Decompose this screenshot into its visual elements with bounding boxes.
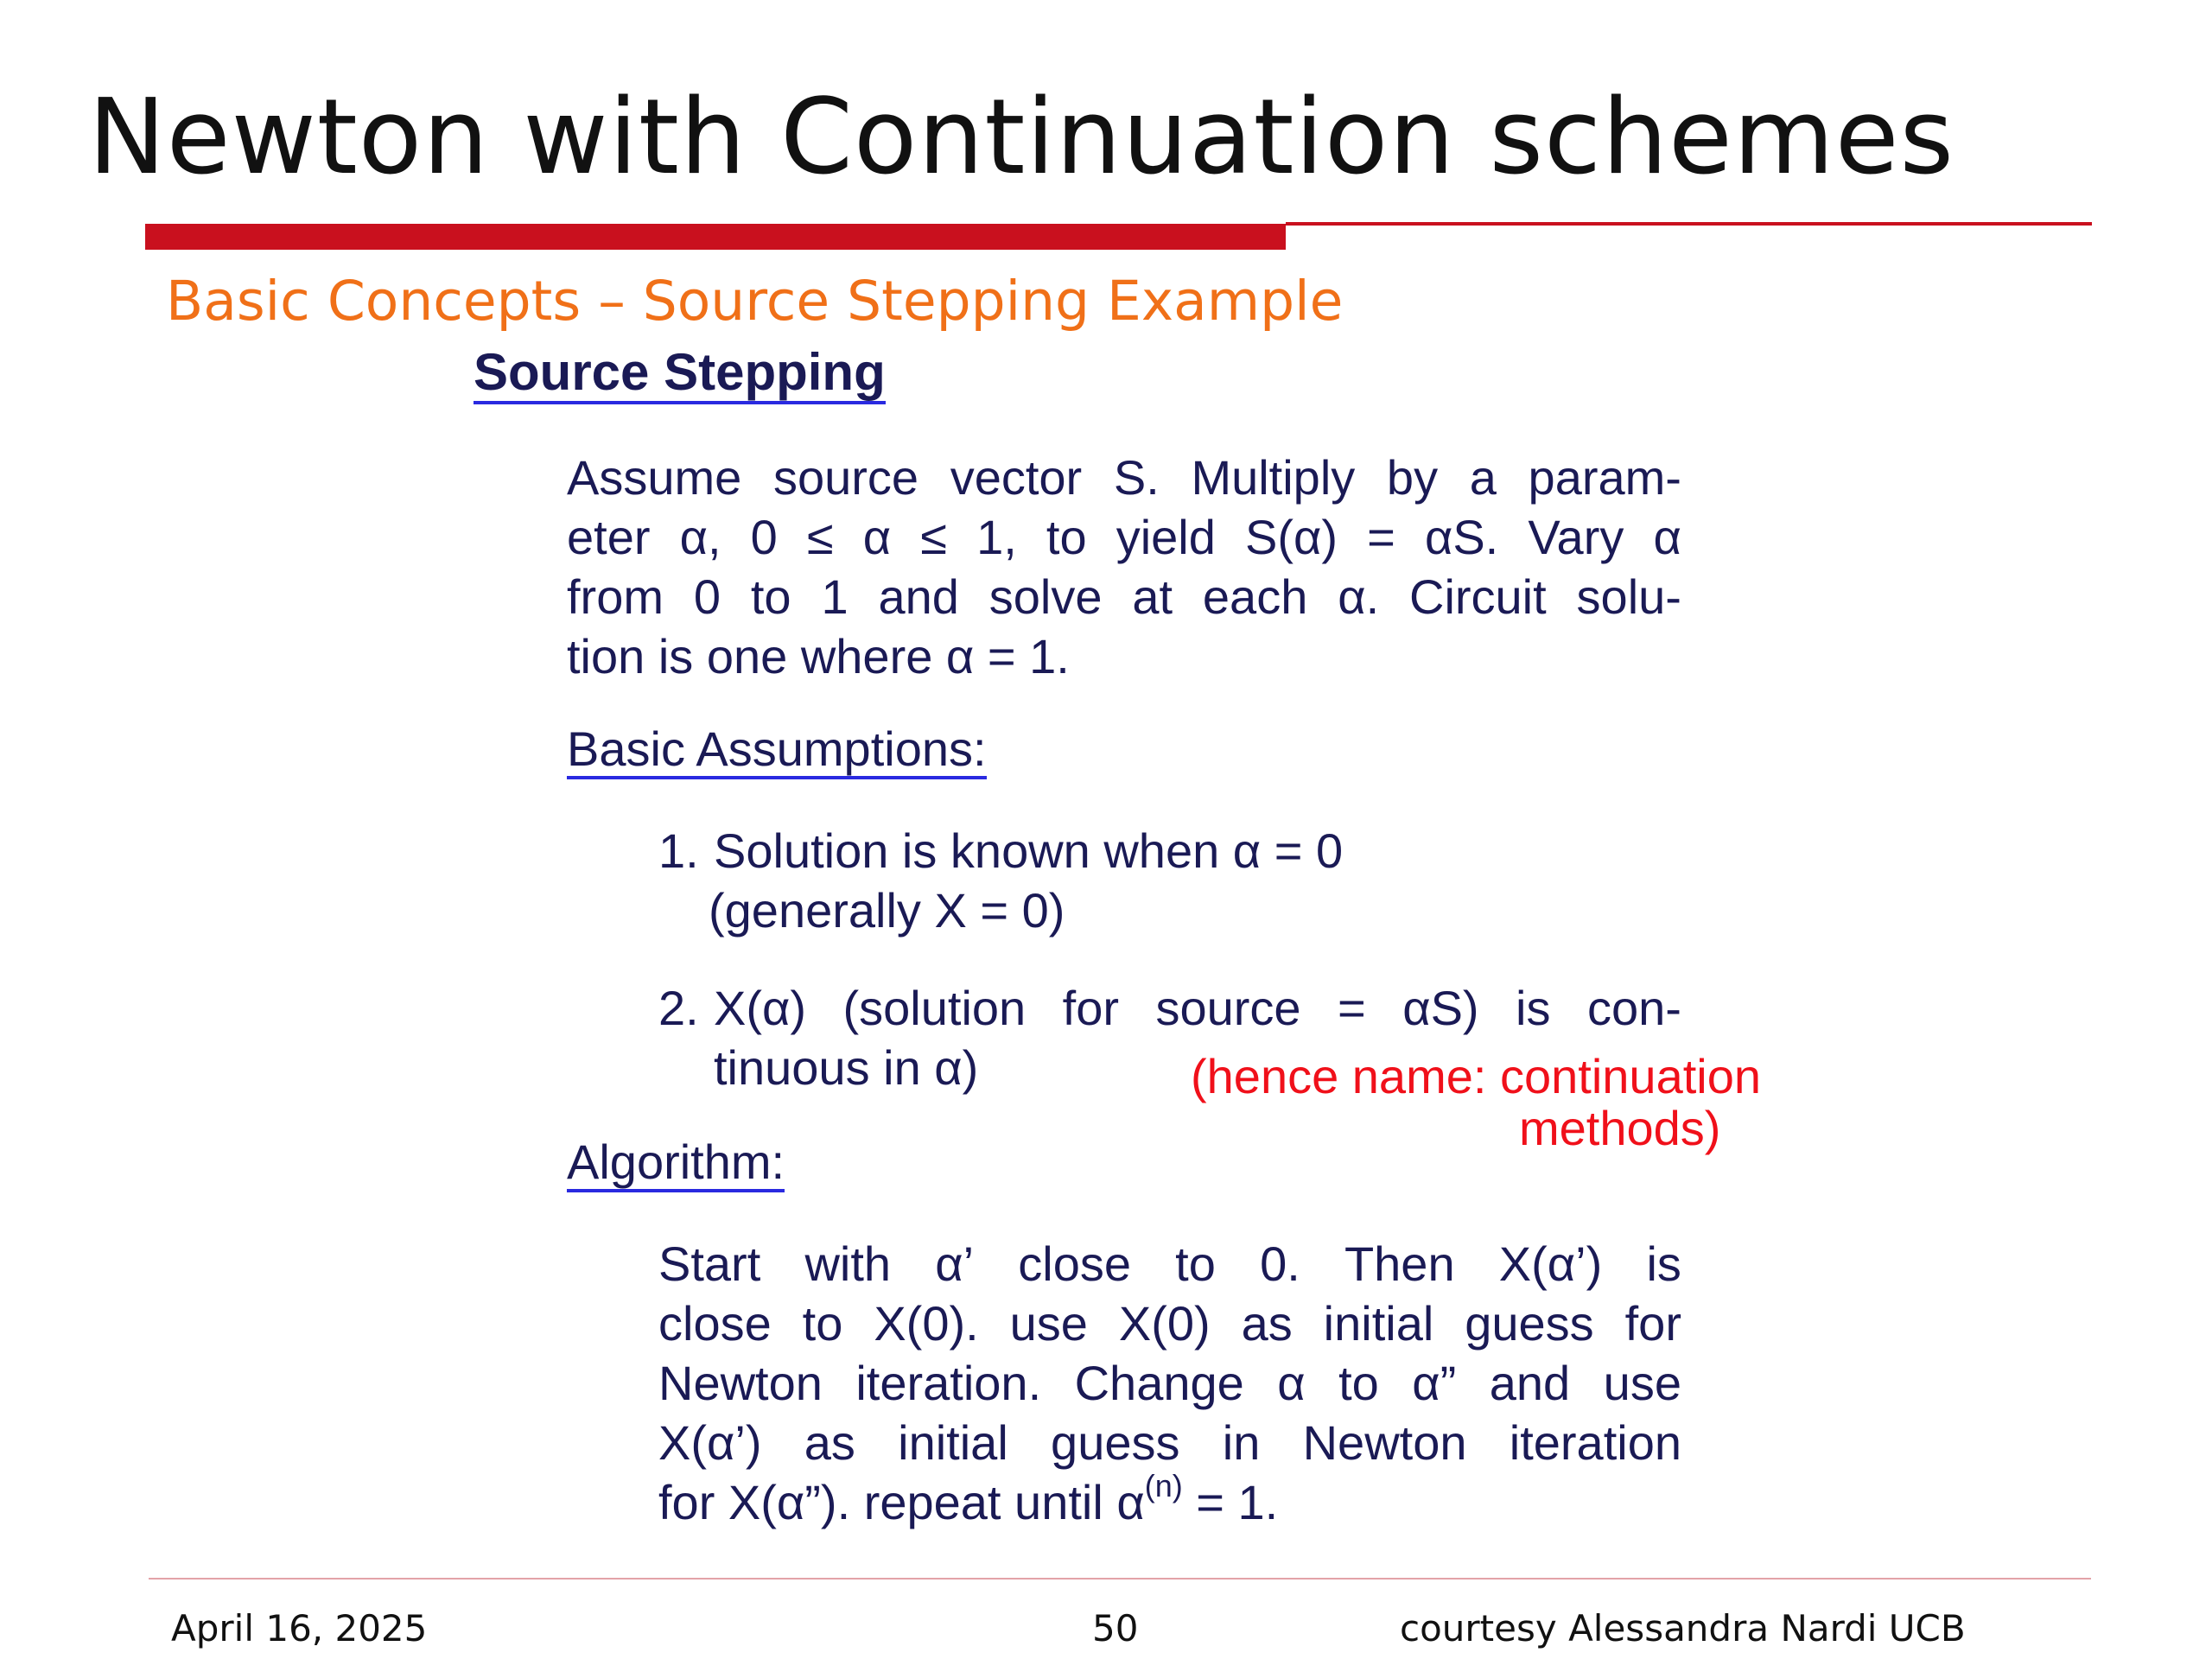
section-heading-source-stepping: Source Stepping: [474, 344, 886, 404]
title-accent-bar: [145, 224, 1286, 250]
intro-line: from 0 to 1 and solve at each α. Circuit solu-: [567, 569, 1681, 624]
intro-paragraph: [567, 448, 1681, 686]
footer-date: April 16, 2025: [171, 1607, 428, 1649]
algorithm-line: Start with α’ close to 0. Then X(α’) is: [658, 1236, 1681, 1291]
algorithm-line: X(α’) as initial guess in Newton iteration: [658, 1415, 1681, 1470]
note-line: methods): [1519, 1101, 1721, 1155]
superscript-n: (n): [1144, 1468, 1183, 1503]
algorithm-line: close to X(0). use X(0) as initial guess for: [658, 1296, 1681, 1351]
list-number: 2.: [658, 981, 699, 1035]
annotation-note: [1191, 1051, 1761, 1154]
algorithm-text: = 1.: [1182, 1475, 1279, 1529]
assumption-text: Solution is known when α = 0: [714, 823, 1344, 878]
list-number: 1.: [658, 823, 699, 878]
intro-line: eter α, 0 ≤ α ≤ 1, to yield S(α) = αS. Vary α: [567, 510, 1681, 564]
footer-page-number: 50: [1092, 1607, 1139, 1649]
algorithm-paragraph: [658, 1234, 1681, 1532]
assumption-text: X(α) (solution for source = αS) is con-: [714, 981, 1681, 1035]
assumption-item-1: [658, 821, 1343, 940]
algorithm-heading: Algorithm:: [567, 1135, 785, 1192]
algorithm-line: Newton iteration. Change α to α” and use: [658, 1356, 1681, 1410]
algorithm-line-last: [658, 1468, 1681, 1532]
slide-subtitle: Basic Concepts – Source Stepping Example: [166, 270, 1344, 333]
title-accent-line: [1286, 222, 2092, 226]
assumption-text: tinuous in α): [714, 1040, 979, 1095]
intro-line: tion is one where α = 1.: [567, 629, 1070, 683]
footer-credit: courtesy Alessandra Nardi UCB: [1400, 1607, 1966, 1649]
assumptions-heading: Basic Assumptions:: [567, 722, 987, 779]
intro-line: Assume source vector S. Multiply by a param-: [567, 450, 1681, 505]
algorithm-text: for X(α”). repeat until α: [658, 1475, 1145, 1529]
assumption-text: (generally X = 0): [709, 883, 1065, 938]
note-line: (hence name: continuation: [1191, 1049, 1761, 1103]
slide-title: Newton with Continuation schemes: [88, 78, 1955, 198]
footer-divider: [149, 1578, 2091, 1580]
